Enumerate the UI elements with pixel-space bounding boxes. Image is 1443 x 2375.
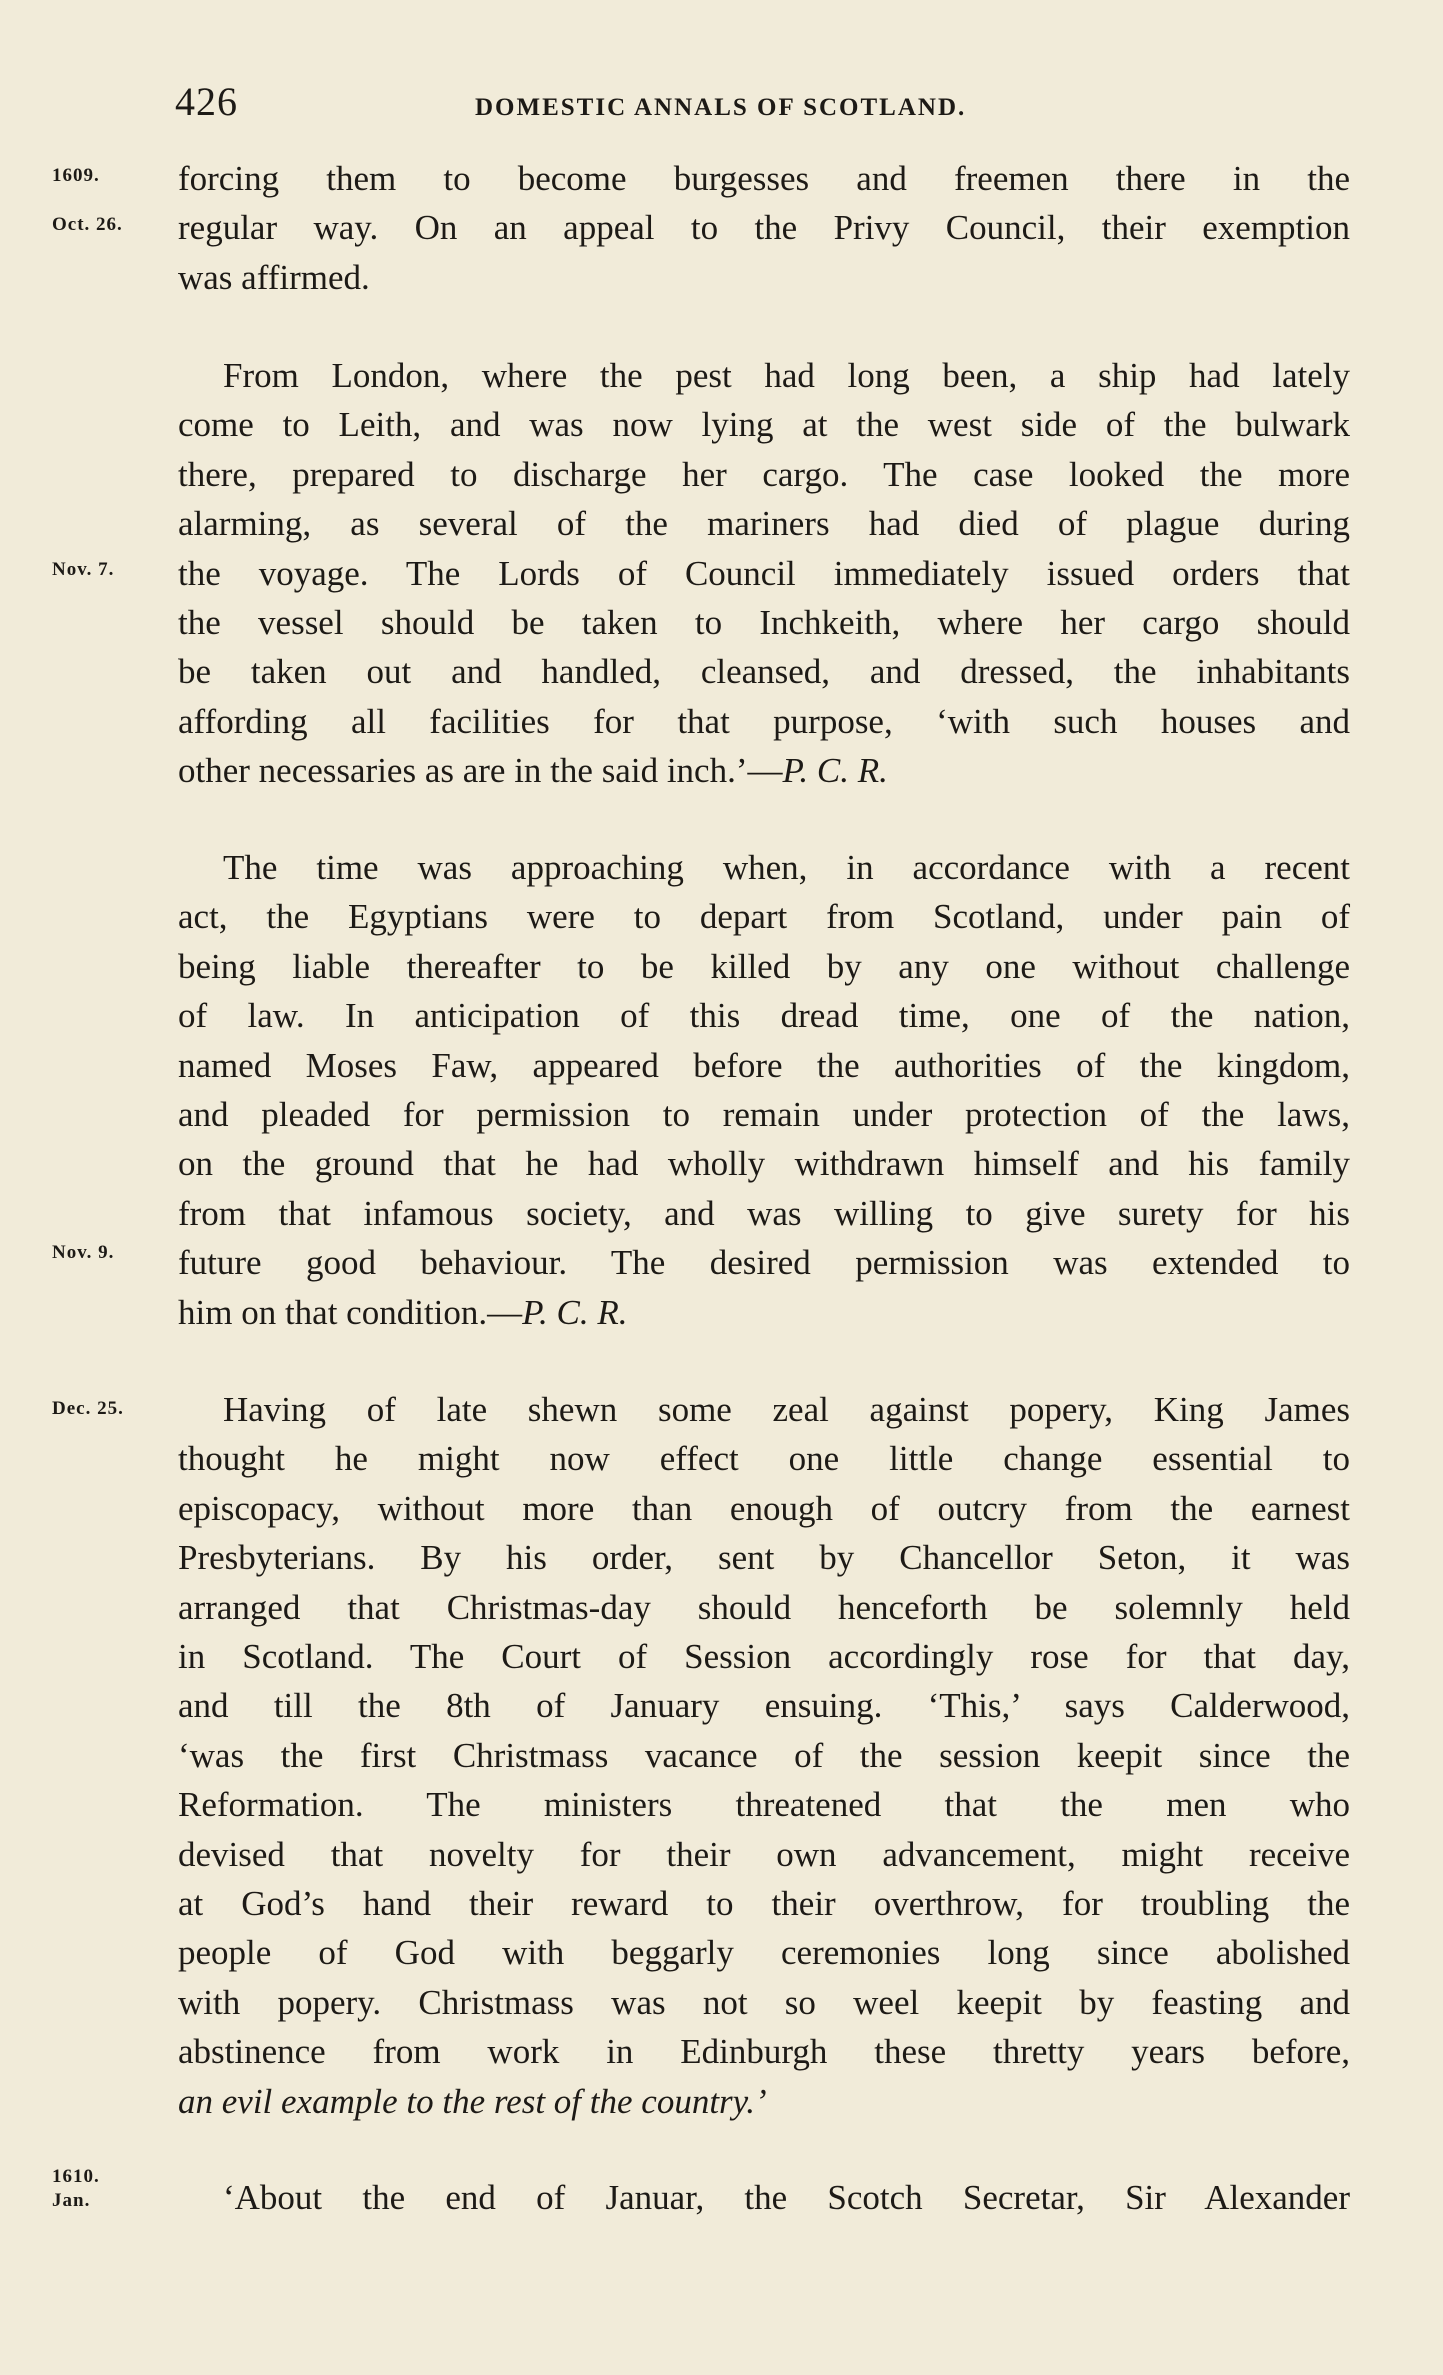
closing-quote: an evil example to the rest of the country.’: [178, 2081, 767, 2121]
margin-date-nov-7: Nov. 7.: [52, 559, 115, 580]
running-title: DOMESTIC ANNALS OF SCOTLAND.: [475, 94, 967, 121]
source-citation: P. C. R.: [522, 1292, 628, 1332]
paragraph-christmas: Having of late shewn some zeal against popery, King James thought he might now effect one little change essential to episcopacy, without more than enough of outcry from the earnest Presbyterians. By his order, sent by Chancellor Seton, it was arranged that Christmas-day should henceforth be solemnly held in Scotland. The Court of Session accordingly rose for that day, and till the 8th of January ensuing. ‘This,’ says Calderwood, ‘was the first Christmass vacance of the session keepit since the Reformation. The ministers threatened that the men who devised that novelty for their own advancement, might receive at God’s hand their reward to their overthrow, for troubling the people of God with beggarly ceremonies long since abolished with popery. Christmass was not so weel keepit by feasting and abstinence from work in Edinburgh these thretty years before, an evil example to the rest of the country.’: [178, 1385, 1350, 2126]
margin-date-1609: 1609.: [52, 165, 100, 186]
paragraph-scotch-secretar: ‘About the end of Januar, the Scotch Secretar, Sir Alexander: [223, 2178, 1350, 2217]
paragraph-plague-ship: From London, where the pest had long been, a ship had lately come to Leith, and was now lying at the west side of the bulwark there, prepared to discharge her cargo. The case looked the more alarming, as several of the mariners had died of plague during the voyage. The Lords of Council immediately issued orders that the vessel should be taken to Inchkeith, where her cargo should be taken out and handled, cleansed, and dressed, the inhabitants affording all facilities for that purpose, ‘with such houses and other necessaries as are in the said inch.’—P. C. R.: [178, 356, 1350, 791]
margin-date-oct-26: Oct. 26.: [52, 214, 123, 235]
page-number: 426: [175, 79, 238, 124]
margin-date-dec-25: Dec. 25.: [52, 1398, 124, 1419]
paragraph-exemption: forcing them to become burgesses and freemen there in the regular way. On an appeal to the Privy Council, their exemption was affirmed.: [178, 159, 1350, 297]
source-citation: P. C. R.: [782, 751, 888, 791]
margin-date-nov-9: Nov. 9.: [52, 1242, 115, 1263]
running-head: [175, 78, 1345, 138]
margin-date-1610-jan: 1610. Jan.: [52, 2166, 100, 2211]
paragraph-moses-faw: The time was approaching when, in accordance with a recent act, the Egyptians were to depart from Scotland, under pain of being liable thereafter to be killed by any one without challenge of law. In anticipation of this dread time, one of the nation, named Moses Faw, appeared before the authorities of the kingdom, and pleaded for permission to remain under protection of the laws, on the ground that he had wholly withdrawn himself and his family from that infamous society, and was willing to give surety for his future good behaviour. The desired permission was extended to him on that condition.—P. C. R.: [178, 848, 1350, 1332]
